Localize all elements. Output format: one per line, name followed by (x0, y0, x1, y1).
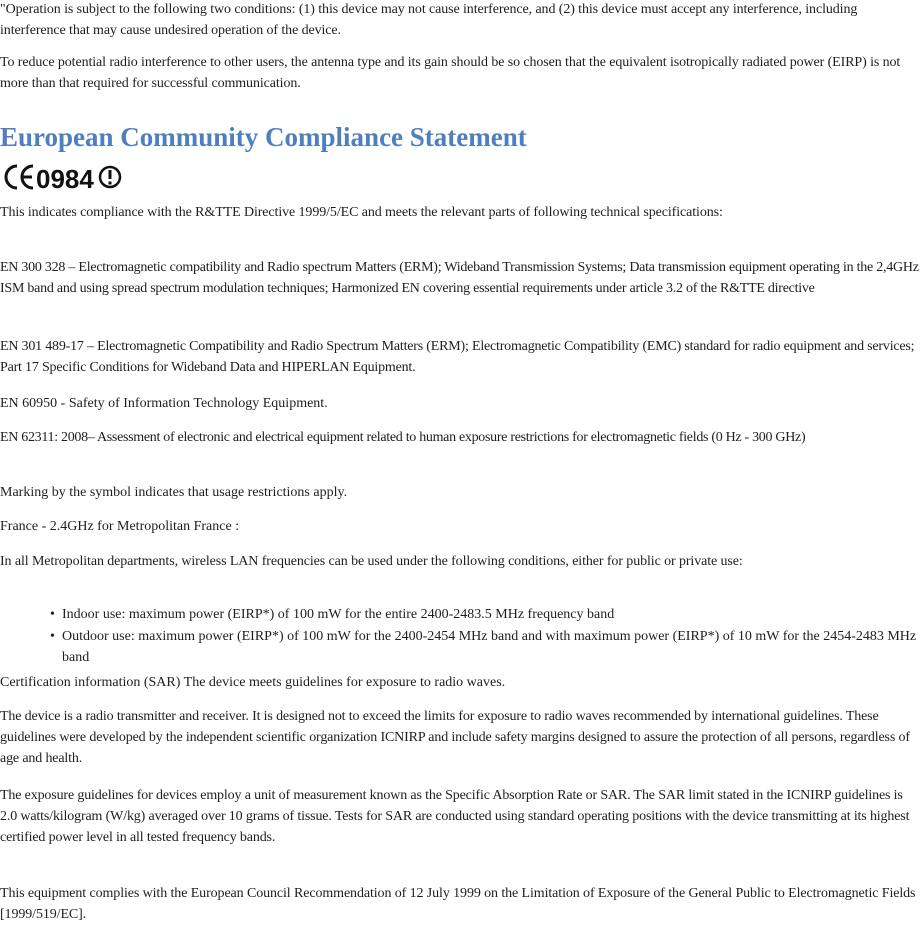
radio-interference-paragraph: To reduce potential radio interference to other users, the antenna type and its gain should be so chosen that the equivalent isotropically radiated power (EIRP) is not more than that required for successful communication. (0, 55, 901, 91)
en-60950-paragraph: EN 60950 - Safety of Information Technology Equipment. (0, 396, 328, 411)
sar-guidelines-paragraph: The exposure guidelines for devices employ a unit of measurement known as the Specific Absorption Rate or SAR. The SAR limit stated in the ICNIRP guidelines is 2.0 watts/kilogram (W/kg) averaged over 10 grams of tissue. Tests for SAR are conducted using standard operating positions with the device transmitting at its highest certified power level in all tested frequency bands. (0, 788, 910, 845)
compliance-intro-paragraph: This indicates compliance with the R&TTE Directive 1999/5/EC and meets the relevant parts of following technical specifications: (0, 205, 723, 220)
sar-heading-paragraph: Certification information (SAR) The device meets guidelines for exposure to radio waves. (0, 675, 506, 690)
en-301-489-paragraph: EN 301 489-17 – Electromagnetic Compatibility and Radio Spectrum Matters (ERM); Electromagnetic Compatibility (EMC) standard for radio equipment and services; Part 17 Specific Conditions for Wideband Data and HIPERLAN Equipment. (0, 339, 915, 375)
operation-conditions-paragraph: "Operation is subject to the following two conditions: (1) this device may not cause interference, and (2) this device must accept any interference, including interference that may cause undesired operation of the device. (0, 2, 858, 38)
ce-mark-logo (0, 162, 140, 192)
en-62311-paragraph: EN 62311: 2008– Assessment of electronic and electrical equipment related to human exposure restrictions for electromagnetic fields (0 Hz - 300 GHz) (0, 430, 806, 445)
section-title: European Community Compliance Statement (0, 122, 527, 152)
bullet-icon: • (50, 629, 55, 644)
metropolitan-paragraph: In all Metropolitan departments, wireless LAN frequencies can be used under the following conditions, either for public or private use: (0, 554, 743, 569)
usage-conditions-list (0, 604, 920, 668)
svg-text:0984: 0984 (36, 164, 94, 192)
list-item: • Indoor use: maximum power (EIRP*) of 100 mW for the entire 2400-2483.5 MHz frequency band (0, 604, 920, 625)
en-300-328-paragraph: EN 300 328 – Electromagnetic compatibility and Radio spectrum Matters (ERM); Wideband Transmission Systems; Data transmission equipment operating in the 2,4GHz ISM band and using spread spectrum modulation techniques; Harmonized EN covering essential requirements under article 3.2 of the R&TTE directive (0, 260, 919, 296)
ce-0984-alert-icon (0, 162, 140, 192)
radio-transmitter-paragraph: The device is a radio transmitter and receiver. It is designed not to exceed the limits for exposure to radio waves recommended by international guidelines. These guidelines were developed by the independent scientific organization ICNIRP and include safety margins designed to assure the protection of all persons, regardless of age and health. (0, 709, 910, 766)
european-council-paragraph: This equipment complies with the European Council Recommendation of 12 July 1999 on the Limitation of Exposure of the General Public to Electromagnetic Fields [1999/519/EC]. (0, 886, 916, 922)
list-item: • Outdoor use: maximum power (EIRP*) of 100 mW for the 2400-2454 MHz band and with maximum power (EIRP*) of 10 mW for the 2454-2483 MHz band (0, 626, 920, 668)
bullet-icon: • (50, 607, 55, 622)
marking-paragraph: Marking by the symbol indicates that usage restrictions apply. (0, 485, 348, 500)
france-paragraph: France - 2.4GHz for Metropolitan France : (0, 519, 240, 534)
